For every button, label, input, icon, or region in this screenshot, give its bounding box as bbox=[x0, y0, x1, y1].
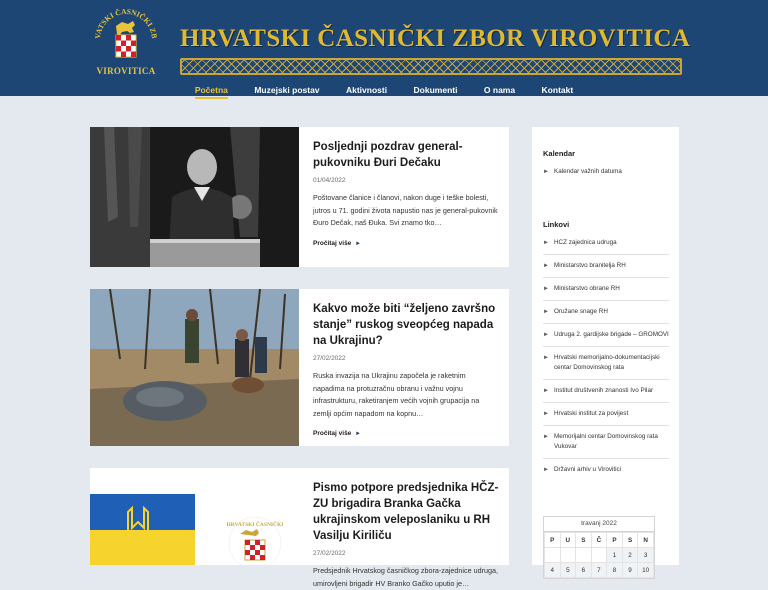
site-header bbox=[0, 0, 768, 96]
post-thumbnail[interactable] bbox=[90, 468, 299, 565]
speaker-podium-photo-icon bbox=[90, 127, 299, 267]
sidebar-link[interactable]: ► Kalendar važnih datuma bbox=[543, 168, 622, 175]
weekday-label: S bbox=[576, 533, 592, 548]
chevron-right-icon: ► bbox=[543, 388, 549, 394]
weekday-label: S bbox=[622, 533, 638, 548]
sidebar bbox=[532, 127, 679, 565]
post-excerpt: Poštovane članice i članovi, nakon duge i teške bolesti, jutros u 71. godini života napustio nas je general-pukovnik Đuro Dečak, naš Đuka. Svi znamo tko… bbox=[313, 193, 498, 227]
nav-item-aktivnosti[interactable]: Aktivnosti bbox=[345, 85, 388, 95]
post-card bbox=[90, 468, 509, 588]
logo-caption: VIROVITICA bbox=[96, 66, 156, 76]
logo-emblem-icon bbox=[92, 6, 160, 68]
calendar-day[interactable]: 2 bbox=[622, 548, 638, 563]
post-card bbox=[90, 289, 509, 446]
chevron-right-icon: ► bbox=[543, 309, 549, 315]
chevron-right-icon: ► bbox=[543, 286, 549, 292]
calendar-day[interactable]: 8 bbox=[607, 563, 623, 578]
site-title[interactable]: HRVATSKI ČASNIČKI ZBOR VIROVITICA bbox=[180, 25, 691, 52]
sidebar-link[interactable]: ► Udruga 2. gardijske brigade – GROMOVI bbox=[543, 324, 669, 347]
header-ornament-border bbox=[180, 58, 682, 75]
svg-text:HRVATSKI ČASNIČKI ZBOR bbox=[92, 6, 159, 39]
calendar-day-empty bbox=[560, 548, 576, 563]
ukraine-flag-and-logo-icon bbox=[90, 468, 299, 565]
sidebar-list-kalendar bbox=[543, 161, 669, 183]
chevron-right-icon: ► bbox=[543, 411, 549, 417]
nav-item-o-nama[interactable]: O nama bbox=[483, 85, 516, 95]
post-title[interactable]: Posljednji pozdrav general-pukovniku Đuri Dečaku bbox=[313, 141, 463, 169]
logo-arc-text: VATSKI ČASNIČKI ZB bbox=[92, 6, 160, 40]
chevron-right-icon: ► bbox=[355, 240, 362, 247]
sidebar-list-linkovi bbox=[543, 232, 669, 481]
calendar-grid bbox=[544, 532, 654, 578]
sidebar-link[interactable]: ► HCZ zajednica udruga bbox=[543, 232, 669, 255]
nav-item-pocetna[interactable]: Početna bbox=[195, 85, 228, 99]
calendar-day[interactable]: 9 bbox=[622, 563, 638, 578]
calendar-day[interactable]: 10 bbox=[638, 563, 654, 578]
nav-item-dokumenti[interactable]: Dokumenti bbox=[413, 85, 458, 95]
weekday-label: Č bbox=[591, 533, 607, 548]
read-more-label: Pročitaj više bbox=[313, 430, 352, 437]
nav-item-muzejski-postav[interactable]: Muzejski postav bbox=[254, 85, 320, 95]
calendar-day[interactable]: 3 bbox=[638, 548, 654, 563]
chevron-right-icon: ► bbox=[543, 467, 549, 473]
missile-debris-photo-icon bbox=[90, 289, 299, 446]
sidebar-link[interactable]: ► Hrvatski memorijalno-dokumentacijski centar Domovinskog rata bbox=[543, 347, 669, 380]
sidebar-link[interactable]: ► Ministarstvo obrane RH bbox=[543, 278, 669, 301]
post-title[interactable]: Pismo potpore predsjednika HČZ-ZU brigadira Branka Gačka ukrajinskom veleposlaniku u RH Vasilju Kiriliču bbox=[313, 482, 499, 542]
calendar-day[interactable]: 6 bbox=[576, 563, 592, 578]
post-date: 01/04/2022 bbox=[313, 177, 346, 184]
main-nav bbox=[0, 80, 768, 99]
sidebar-link[interactable]: ► Ministarstvo branitelja RH bbox=[543, 255, 669, 278]
chevron-right-icon: ► bbox=[543, 355, 549, 361]
read-more-label: Pročitaj više bbox=[313, 239, 352, 247]
post-title[interactable]: Kakvo može biti “željeno završno stanje” ruskog sveopćeg napada na Ukrajinu? bbox=[313, 303, 496, 347]
chevron-right-icon: ► bbox=[543, 240, 549, 246]
post-excerpt: Ruska invazija na Ukrajinu započela je raketnim napadima na protuzračnu obranu i važnu vojnu infrastrukturu, raketiranjem većih vojnih grupacija na zemlji općim napadom na kopnu… bbox=[313, 371, 480, 418]
post-thumbnail[interactable] bbox=[90, 289, 299, 446]
sidebar-link[interactable]: ► Institut društvenih znanosti Ivo Pilar bbox=[543, 380, 669, 403]
post-date: 27/02/2022 bbox=[313, 355, 346, 362]
read-more-link[interactable] bbox=[313, 430, 361, 437]
weekday-label: P bbox=[607, 533, 623, 548]
calendar-day[interactable]: 1 bbox=[607, 548, 623, 563]
post-thumbnail[interactable] bbox=[90, 127, 299, 267]
post-card bbox=[90, 127, 509, 267]
chevron-right-icon: ► bbox=[355, 431, 362, 437]
nav-item-kontakt[interactable]: Kontakt bbox=[541, 85, 574, 95]
weekday-label: N bbox=[638, 533, 654, 548]
read-more-link[interactable] bbox=[313, 240, 361, 247]
calendar-day[interactable]: 5 bbox=[560, 563, 576, 578]
calendar-caption: travanj 2022 bbox=[544, 517, 654, 532]
chevron-right-icon: ► bbox=[543, 332, 549, 338]
weekday-label: P bbox=[545, 533, 561, 548]
svg-text:HRVATSKI ČASNIČKI: HRVATSKI ČASNIČKI bbox=[226, 522, 284, 528]
sidebar-link[interactable]: ► Hrvatski institut za povijest bbox=[543, 403, 669, 426]
sidebar-link[interactable]: ► Memorijalni centar Domovinskog rata Vukovar bbox=[543, 426, 669, 459]
chevron-right-icon: ► bbox=[543, 169, 549, 175]
mini-calendar bbox=[543, 516, 655, 579]
sidebar-title-linkovi: Linkovi bbox=[543, 220, 570, 229]
weekday-label: U bbox=[560, 533, 576, 548]
calendar-day[interactable]: 4 bbox=[545, 563, 561, 578]
calendar-day[interactable]: 7 bbox=[591, 563, 607, 578]
calendar-day-empty bbox=[576, 548, 592, 563]
sidebar-link[interactable]: ► Državni arhiv u Virovitici bbox=[543, 466, 622, 473]
sidebar-title-kalendar: Kalendar bbox=[543, 149, 576, 158]
sidebar-link[interactable]: ► Oružane snage RH bbox=[543, 301, 669, 324]
post-date: 27/02/2022 bbox=[313, 550, 346, 557]
chevron-right-icon: ► bbox=[543, 263, 549, 269]
chevron-right-icon: ► bbox=[543, 434, 549, 440]
post-excerpt: Predsjednik Hrvatskog časničkog zbora-zajednice udruga, umirovljeni brigadir HV Branko Gačko uputio je… bbox=[313, 566, 498, 588]
calendar-day-empty bbox=[591, 548, 607, 563]
calendar-day-empty bbox=[545, 548, 561, 563]
